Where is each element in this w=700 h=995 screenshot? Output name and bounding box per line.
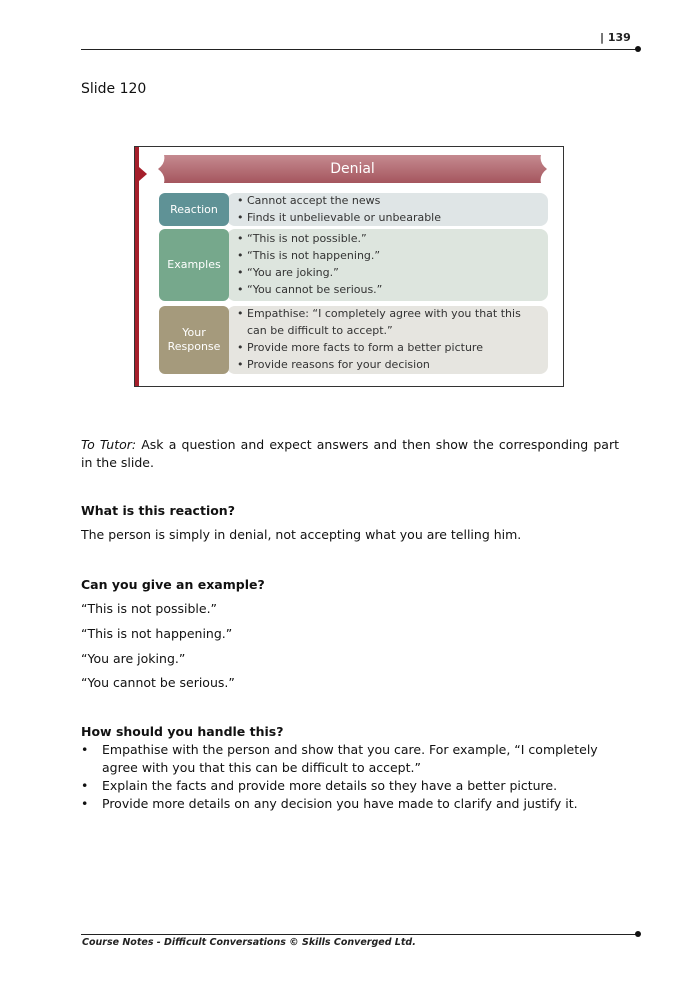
list-item: • Provide more facts to form a better picture: [237, 339, 542, 356]
response-label-line1: Your: [182, 326, 206, 339]
slide-banner-title: Denial: [330, 161, 375, 177]
footer-rule: [81, 934, 637, 935]
slide-accent-arrow: [139, 167, 147, 181]
examples-label-text: Examples: [167, 258, 221, 271]
example-line: “You are joking.”: [81, 651, 186, 666]
question-heading: Can you give an example?: [81, 577, 265, 592]
footer-rule-dot: [635, 931, 641, 937]
list-item: • Explain the facts and provide more details so they have a better picture.: [81, 777, 611, 795]
question-heading: What is this reaction?: [81, 503, 235, 518]
list-item-line: can be difficult to accept.”: [247, 324, 393, 337]
header-rule: [81, 49, 637, 50]
handling-list: [81, 741, 611, 813]
example-line: “You cannot be serious.”: [81, 675, 235, 690]
header-rule-dot: [635, 46, 641, 52]
page-number: | 139: [600, 31, 631, 44]
tutor-prefix: To Tutor:: [81, 437, 137, 452]
list-item: • Cannot accept the news: [237, 192, 542, 209]
examples-list: [237, 230, 542, 298]
reaction-list: [237, 192, 542, 226]
tutor-note: [81, 436, 619, 472]
list-item: • “This is not possible.”: [237, 230, 542, 247]
tutor-text: Ask a question and expect answers and then show the corresponding part in the slide.: [81, 437, 619, 470]
slide-title: Slide 120: [81, 81, 147, 97]
list-item: • Provide reasons for your decision: [237, 356, 542, 373]
answer-text: The person is simply in denial, not accepting what you are telling him.: [81, 527, 522, 542]
list-item: • “You cannot be serious.”: [237, 281, 542, 298]
list-item: • “You are joking.”: [237, 264, 542, 281]
question-heading: How should you handle this?: [81, 724, 284, 739]
example-line: “This is not happening.”: [81, 626, 233, 641]
example-line: “This is not possible.”: [81, 601, 218, 616]
response-list: [237, 305, 542, 373]
list-item-line: • Empathise: “I completely agree with you that this: [247, 307, 521, 320]
response-label-line2: Response: [167, 340, 221, 353]
list-item: • Finds it unbelievable or unbearable: [237, 209, 542, 226]
response-label: [159, 306, 229, 374]
list-item: • “This is not happening.”: [237, 247, 542, 264]
list-item: [237, 305, 542, 339]
slide-figure: [134, 146, 564, 387]
footer-text: Course Notes - Difficult Conversations © Skills Converged Ltd.: [82, 937, 416, 948]
list-item: • Empathise with the person and show that you care. For example, “I completely agree with you that this can be difficult to accept.”: [81, 741, 611, 777]
reaction-label-text: Reaction: [170, 202, 218, 216]
examples-label: [159, 229, 229, 301]
reaction-label: [159, 193, 229, 226]
slide-accent-bar: [135, 147, 139, 386]
list-item: • Provide more details on any decision you have made to clarify and justify it.: [81, 795, 611, 813]
